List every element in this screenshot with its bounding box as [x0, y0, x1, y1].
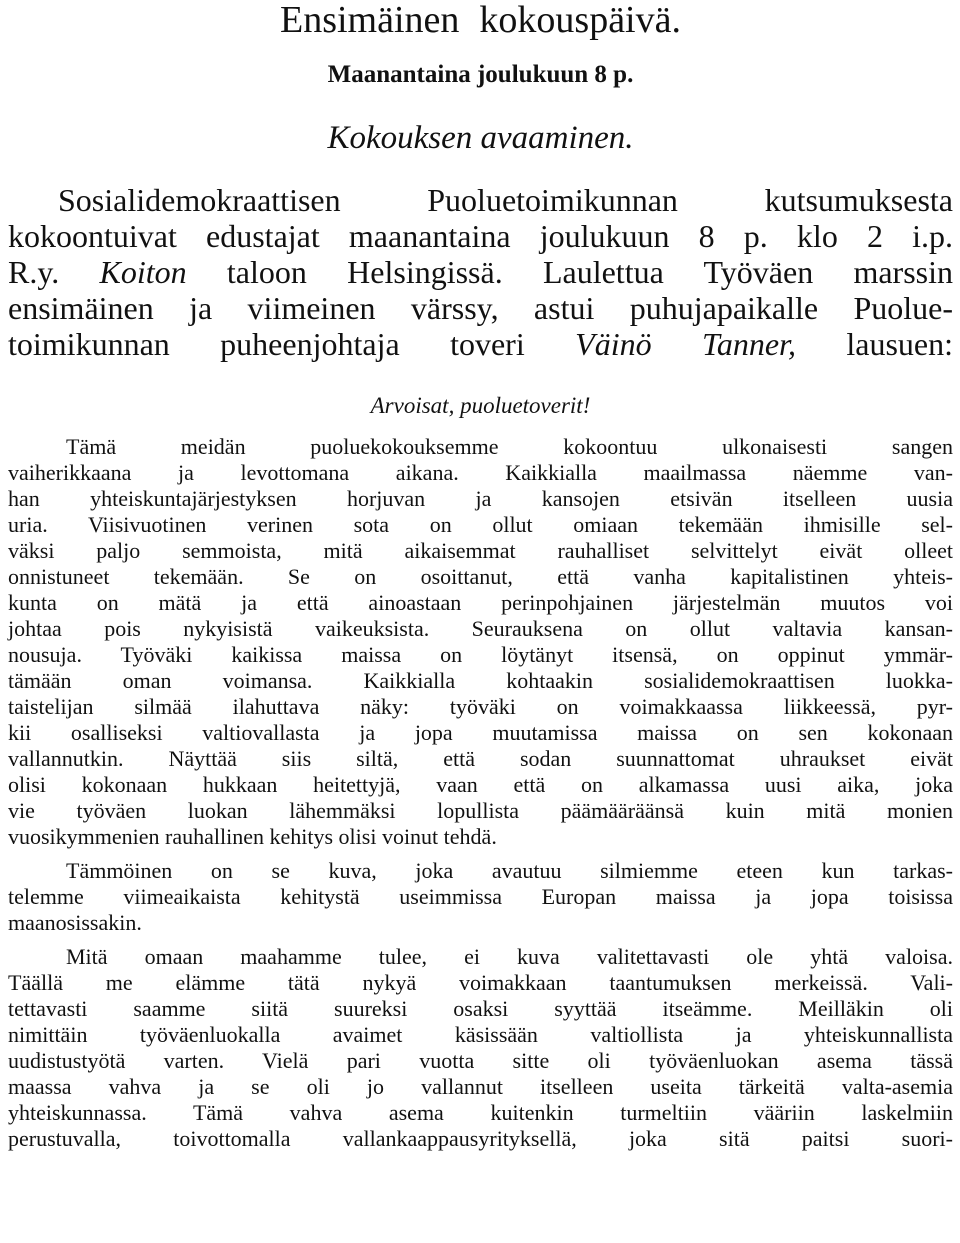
text-line: uudistustyötä varten. Vielä pari vuotta sitte oli työväenluokan asema tässä: [8, 1048, 953, 1073]
text-line: onnistuneet tekemään. Se on osoittanut, että vanha kapitalistinen yhteis-: [8, 564, 953, 589]
intro-paragraph: [8, 182, 953, 362]
speech-paragraph-1: [8, 434, 953, 850]
text-line: kunta on mätä ja että ainoastaan perinpohjainen järjestelmän muutos voi: [8, 590, 953, 615]
section-heading: Kokouksen avaaminen.: [327, 120, 634, 156]
intro-line: toimikunnan puheenjohtaja toveri Väinö Tanner, lausuen:: [8, 326, 954, 362]
text-line: han yhteiskuntajärjestyksen horjuvan ja kansojen etsivän itselleen uusia: [8, 486, 953, 511]
text-line: Tämä meidän puoluekokouksemme kokoontuu ulkonaisesti sangen: [66, 434, 953, 459]
page-title: [8, 0, 953, 40]
text-line: nimittäin työväenluokalla avaimet käsissään valtiollista ja yhteiskunnallista: [8, 1022, 953, 1047]
speaker-name: Väinö Tanner,: [575, 326, 796, 362]
text-line: väksi paljo semmoista, mitä aikaisemmat rauhalliset selvittelyt eivät olleet: [8, 538, 953, 563]
meeting-date: Maanantaina joulukuun 8 p.: [327, 61, 634, 88]
text-line: vaiherikkaana ja levottomana aikana. Kaikkialla maailmassa näemme van-: [8, 460, 953, 485]
text-line: johtaa pois nykyisistä vaikeuksista. Seurauksena on ollut valtavia kansan-: [8, 616, 953, 641]
text-line: Mitä omaan maahamme tulee, ei kuva valitettavasti ole yhtä valoisa.: [66, 944, 953, 969]
place-name: Koiton: [99, 254, 187, 290]
salutation: Arvoisat, puoluetoverit!: [370, 393, 591, 418]
text-line: yhteiskunnassa. Tämä vahva asema kuitenkin turmeltiin vääriin laskelmiin: [8, 1100, 953, 1125]
text-line: telemme viimeaikaista kehitystä useimmissa Europan maissa ja jopa toisissa: [8, 884, 953, 909]
text-line: vallannutkin. Näyttää siis siltä, että sodan suunnattomat uhraukset eivät: [8, 746, 953, 771]
text-line: tämään oman voimansa. Kaikkialla kohtaakin sosialidemokraattisen luokka-: [8, 668, 953, 693]
text-line: taistelijan silmää ilahuttava näky: työväki on voimakkaassa liikkeessä, pyr-: [8, 694, 953, 719]
intro-line: Sosialidemokraattisen Puoluetoimikunnan kutsumuksesta: [58, 182, 953, 218]
speech-body: [8, 434, 953, 1152]
intro-line: ensimäinen ja viimeinen värssy, astui puhujapaikalle Puolue-: [8, 290, 953, 326]
speech-paragraph-3: [8, 944, 953, 1152]
text-line: uria. Viisivuotinen verinen sota on ollut omiaan tekemään ihmisille sel-: [8, 512, 953, 537]
title-part-2: kokouspäivä.: [479, 0, 681, 41]
text-line: nousuja. Työväki kaikissa maissa on löytänyt itsensä, on oppinut ymmär-: [8, 642, 953, 667]
text-line: olisi kokonaan hukkaan heitettyjä, vaan että on alkamassa uusi aika, joka: [8, 772, 953, 797]
text-line: Täällä me elämme tätä nykyä voimakkaan taantumuksen merkeissä. Vali-: [8, 970, 953, 995]
text-line: vie työväen luokan lähemmäksi lopullista päämääräänsä kuin mitä monien: [8, 798, 953, 823]
title-part-1: Ensimäinen: [280, 0, 460, 41]
intro-line: R.y. Koiton taloon Helsingissä. Laulettua Työväen marssin: [8, 254, 954, 290]
text-line: Tämmöinen on se kuva, joka avautuu silmiemme eteen kun tarkas-: [66, 858, 953, 883]
text-line: tettavasti saamme siitä suureksi osaksi syyttää itseämme. Meilläkin oli: [8, 996, 953, 1021]
speech-paragraph-2: [8, 858, 953, 936]
text-line: kii osalliseksi valtiovallasta ja jopa muutamissa maissa on sen kokonaan: [8, 720, 953, 745]
text-line: maassa vahva ja se oli jo vallannut itselleen useita tärkeitä valta-asemia: [8, 1074, 953, 1099]
text-line: perustuvalla, toivottomalla vallankaappausyrityksellä, joka sitä paitsi suori-: [8, 1126, 953, 1151]
text-line: vuosikymmenien rauhallinen kehitys olisi voinut tehdä.: [8, 824, 497, 849]
intro-line: kokoontuivat edustajat maanantaina joulukuun 8 p. klo 2 i.p.: [8, 218, 953, 254]
text-line: maanosissakin.: [8, 910, 142, 935]
